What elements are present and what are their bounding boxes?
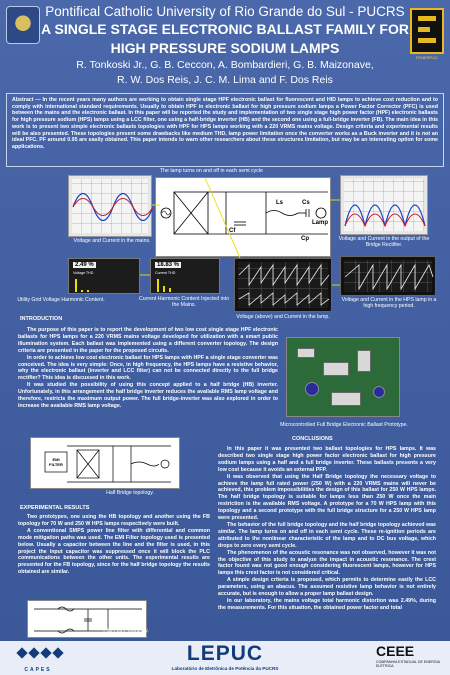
caption-half-bridge: Half Bridge topology. bbox=[106, 490, 154, 496]
thd-current-value: 18.83 % bbox=[157, 262, 180, 268]
pcb-component bbox=[357, 350, 371, 372]
caption-hf-period: Voltage and Current in the HPS lamp in a high frequency period. bbox=[341, 297, 437, 309]
thd-voltage-figure bbox=[68, 258, 140, 294]
label-cf: Cf bbox=[229, 228, 236, 234]
ceee-subtitle: COMPANHIA ESTADUAL DE ENERGIA ELÉTRICA bbox=[376, 660, 440, 669]
half-bridge-topology-figure bbox=[30, 437, 180, 489]
thd-current-figure bbox=[150, 258, 220, 294]
exp-paragraph: A conventional SMPS power line filter with differential and common mode mitigation paths was used. The EMI Filter topology used is presented below. Usually a capacitor between the line and the filter is used, in this project the input capacitor was suppressed once it will block the PLC communications between the other units. The experimental results are presented for the FB topology, since for the half bridge topology the results obtained are similar. bbox=[18, 527, 210, 576]
caption-thd-voltage: Utility Grid Voltage Harmonic Content. bbox=[17, 297, 105, 303]
exp-paragraph: Two prototypes, one using the HB topology and another using the FB topology for 70 W and 250 W HPS lamps respectively were built. bbox=[18, 514, 210, 527]
intro-paragraph: In order to achieve low cost electronic ballast for HPS lamps with HPF a single stage converter was conceived. The idea is very simple: Once, in high frequency, the HPS lamps have a resistive behavior, why the electronic ballast (inverter and LCC filter) can not be connected directly to the full bridge rectifier? This idea is discussed in this work. bbox=[18, 354, 278, 382]
pcb-capacitor bbox=[373, 386, 385, 398]
intro-paragraph: It was studied the possibility of using this concept applied to a half bridge (HB) inverter. Unfortunately, in this arrangement the half bridge inverter reduces the available RMS lamp voltage and therefore, restricts the maximum output power. The full bridge-inverter was also explored in order to increase the available RMS lamp voltage. bbox=[18, 382, 278, 409]
sponsor-footer bbox=[0, 641, 450, 675]
pucrs-crest-logo bbox=[6, 6, 40, 44]
experimental-heading: EXPERIMENTAL RESULTS bbox=[20, 505, 90, 511]
hf-period-figure bbox=[340, 256, 436, 296]
circuit-annotation: The lamp turns on and off in each semi cycle bbox=[160, 168, 263, 174]
label-cs: Cs bbox=[302, 200, 310, 206]
university-name: Pontifical Catholic University of Rio Grande do Sul - PUCRS bbox=[45, 4, 405, 19]
paper-title-line-2: HIGH PRESSURE SODIUM LAMPS bbox=[110, 40, 340, 56]
capes-label: CAPES bbox=[24, 667, 52, 673]
emi-filter-label: EMI FILTER bbox=[49, 457, 63, 467]
label-lamp: Lamp bbox=[312, 220, 329, 226]
bridge-waveform-figure bbox=[340, 175, 428, 235]
hf-waveform-plot bbox=[341, 257, 437, 297]
caption-lamp-va: Voltage (above) and Current in the lamp. bbox=[236, 314, 330, 320]
intro-paragraph: The purpose of this paper is to report the development of two low cost single stage HPF electronic ballasts for HPS lamps for a 220 VRMS mains voltage developed for utilization with a smart public illumination system. Each ballast was implemented using a different converter topology. The design criteria are presented in the paper for the proposed circuits. bbox=[18, 327, 278, 354]
pcb-component bbox=[331, 392, 361, 406]
experimental-body bbox=[18, 514, 210, 576]
authors-line-2: R. W. Dos Reis, J. C. M. Lima and F. Dos Reis bbox=[117, 74, 333, 86]
conclusions-body bbox=[218, 446, 436, 612]
right-logo-label: FENERPUC bbox=[415, 55, 438, 60]
bridge-waveform-plot bbox=[341, 176, 429, 236]
introduction-body bbox=[18, 327, 278, 410]
lepuc-logo-text: LEPUC bbox=[186, 642, 264, 665]
paper-title-line-1: A SINGLE STAGE ELECTRONIC BALLAST FAMILY FOR bbox=[41, 21, 409, 37]
conclusion-paragraph: The behavior of the full bridge topology and the half bridge topology achieved was similar. The lamp turns on and off in each semi cycle. These re-ignition periods are attributed to the nonlinear characteristic of the lamp and to DC bus voltage, which drops to zero every semi cycle. bbox=[218, 521, 436, 549]
mains-waveform-plot bbox=[69, 176, 153, 238]
caption-mains: Voltage and Current in the mains. bbox=[73, 238, 151, 244]
logo-bar bbox=[418, 27, 430, 32]
thd-current-sublabel: Current THD bbox=[155, 271, 176, 275]
conclusion-paragraph: In our laboratory, the mains voltage total harmonic distortion was 2.49%, during the measurements. For this situation, the obtained power factor and total bbox=[218, 597, 436, 611]
pcb-capacitor bbox=[305, 382, 319, 396]
thd-voltage-sublabel: Voltage THD bbox=[73, 271, 94, 275]
thd-current-bars bbox=[151, 259, 221, 295]
pcb-component bbox=[323, 362, 349, 376]
thd-voltage-bars bbox=[69, 259, 141, 295]
logo-bar bbox=[418, 38, 436, 43]
lamp-waveform-plot bbox=[235, 259, 333, 313]
pcb-component bbox=[297, 348, 315, 358]
conclusions-heading: CONCLUSIONS bbox=[292, 436, 333, 442]
ballast-circuit-schematic bbox=[155, 177, 331, 257]
conclusion-paragraph: A simple design criteria is proposed, which permits to determine easily the LCC parameters, using an abacus. The assumed resistive lamp behavior is not entirely accurate, but is enough to allow a proper lamp ballast design. bbox=[218, 577, 436, 598]
lepuc-subtitle: Laboratório de Eletrônica de Potência da PUCRS bbox=[171, 666, 279, 671]
circuit-drawing bbox=[156, 178, 332, 258]
prototype-photo bbox=[286, 337, 400, 417]
caption-prototype: Microcontrolled Full Bridge Electronic Ballast Prototype. bbox=[280, 422, 408, 428]
conclusion-paragraph: The phenomenon of the acoustic resonance was not observed, however it was not the objective of this study to analyze the impact in acoustic resonance. The crest factor found was not good enough considering fluorescent lamps, however for HPS lamps this crest factor is not considered critical. bbox=[218, 549, 436, 577]
caption-thd-current: Current Harmonic Content Injected into the Mains. bbox=[139, 296, 229, 308]
lamp-voltage-current-figure bbox=[234, 258, 332, 312]
authors-line-1: R. Tonkoski Jr., G. B. Ceccon, A. Bombardieri, G. B. Maizonave, bbox=[76, 59, 374, 71]
logo-bar bbox=[418, 16, 436, 21]
caption-emi: EMI Filter Topology. bbox=[103, 628, 149, 634]
mains-waveform-figure bbox=[68, 175, 152, 237]
introduction-heading: INTRODUCTION bbox=[20, 316, 63, 322]
label-cp: Cp bbox=[301, 236, 309, 242]
thd-voltage-value: 2.49 % bbox=[75, 262, 94, 268]
conclusion-paragraph: It was observed that using the Half Bridge topology the necessary voltage to achieve the lamp full rated power (250 W) with a 220 VRMS mains will never be achieved, this problem impossibilities the design of this ballast for 250 W HPS lamps. The half bridge topology is suitable for lamps less than 250 W once the main restriction is the available RMS voltage. A prototype for a 70 W HPS lamp with this topology and a second prototype with the full bridge structure for a 250 W HPS lamp were presented. bbox=[218, 473, 436, 522]
abstract-box: Abstract — In the recent years many authors are working to obtain single stage HPF electronic ballast for fluorescent and HID lamps to achieve cost reduction and to comply with international standard requirements. Usually to obtain HPF in electronic ballast for high pressure sodium lamps a Power Factor Corrector (PFC) is used between the mains and the electronic ballast. In this paper will be reported the study and implementation of two single stage high power factor (HPF) electronic ballasts for high pressure sodium (HPS) lamps using a LCC filter, one using a half-bridge inverter (HB) and the second one using a full-bridge inverter (FB). The main idea in this work is to present two simple electronic ballasts topologies with HPF for HPS lamps working with a 220 VRMS mains voltage. Design criteria and experimental results will be also presented. These topologies present some drawbacks like medium THD, lamp power limitation once the converter works as a Buck inverter and it is not an ideal PFC. PF around 0.95 are easily obtained. This paper intends to warn other researchers about these structures limitation, but may be an interesting option for some applications. bbox=[6, 93, 444, 167]
ceee-logo-text: CEEE bbox=[376, 643, 415, 659]
conclusion-paragraph: In this paper it was presented two ballast topologies for HPS lamps. It was described two single stage high power factor electronic ballast for high pressure sodium lamps using a half and a full bridge inverter. These ballasts presents a very low cost because it avoids an external PFP. bbox=[218, 446, 436, 473]
caption-bridge: Voltage and Current in the output of the Bridge Rectifier. bbox=[338, 236, 430, 248]
label-ls: Ls bbox=[276, 200, 284, 206]
fenerpuc-logo bbox=[410, 8, 444, 54]
